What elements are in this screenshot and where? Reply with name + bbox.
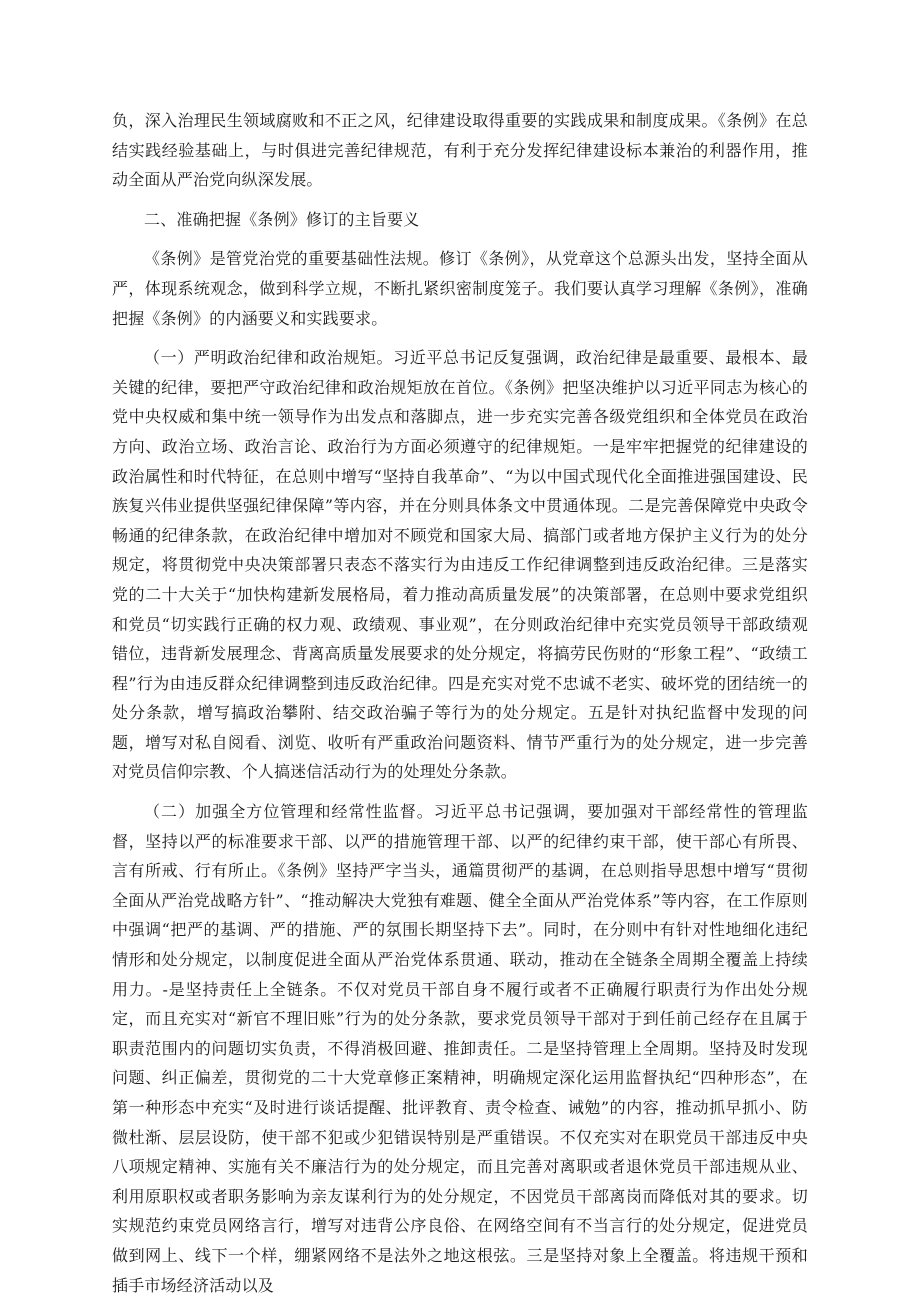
section-heading: 二、准确把握《条例》修订的主旨要义 — [144, 209, 420, 229]
paragraph-continuation: 负，深入治理民生领域腐败和不正之风，纪律建设取得重要的实践成果和制度成果。《条例》在总结实践经验基础上，与时俱进完善纪律规范，有利于充分发挥纪律建设标本兼治的利器作用，推动全面从严治党向纵深发展。 — [112, 111, 808, 190]
paragraph-intro: 《条例》是管党治党的重要基础性法规。修订《条例》，从党章这个总源头出发，坚持全面从严，体现系统观念，做到科学立规，不断扎紧织密制度笼子。我们要认真学习理解《条例》，准确把握《条例》的内涵要义和实践要求。 — [112, 249, 808, 328]
paragraph-supervision: （二）加强全方位管理和经常性监督。习近平总书记强调，要加强对干部经常性的管理监督，坚持以严的标准要求干部、以严的措施管理干部、以严的纪律约束干部，使干部心有所畏、言有所戒、行有所止。《条例》坚持严字当头，通篇贯彻严的基调，在总则指导思想中增写“贯彻全面从严治党战略方针”、“推动解决大党独有难题、健全全面从严治党体系”等内容，在工作原则中强调“把严的基调、严的措施、严的氛围长期坚持下去”。同时，在分则中有针对性地细化违纪情形和处分规定，以制度促进全面从严治党体系贯通、联动，推动在全链条全周期全覆盖上持续用力。-是坚持责任上全链条。不仅对党员干部自身不履行或者不正确履行职责行为作出处分规定，而且充实对“新官不理旧账”行为的处分条款，要求党员领导干部对于到任前己经存在且属于职责范围内的问题切实负责，不得消极回避、推卸责任。二是坚持管理上全周期。坚持及时发现问题、纠正偏差，贯彻党的二十大党章修正案精神，明确规定深化运用监督执纪“四种形态”，在第一种形态中充实“及时进行谈话提醒、批评教育、责令检查、诫勉”的内容，推动抓早抓小、防微杜渐、层层设防，使干部不犯或少犯错误特别是严重错误。不仅充实对在职党员干部违反中央八项规定精神、实施有关不廉洁行为的处分规定，而且完善对离职或者退休党员干部违规从业、利用原职权或者职务影响为亲友谋利行为的处分规定，不因党员干部离岗而降低对其的要求。切实规范约束党员网络言行，增写对违背公序良俗、在网络空间有不当言行的处分规定，促进党员做到网上、线下一个样，绷紧网络不是法外之地这根弦。三是坚持对象上全覆盖。将违规干预和插手市场经济活动以及 — [112, 802, 808, 1295]
paragraph-political-discipline: （一）严明政治纪律和政治规矩。习近平总书记反复强调，政治纪律是最重要、最根本、最关键的纪律，要把严守政治纪律和政治规矩放在首位。《条例》把坚决维护以习近平同志为核心的党中央权威和集中统一领导作为出发点和落脚点，进一步充实完善各级党组织和全体党员在政治方向、政治立场、政治言论、政治行为方面必须遵守的纪律规矩。一是牢牢把握党的纪律建设的政治属性和时代特征，在总则中增写“坚持自我革命”、“为以中国式现代化全面推进强国建设、民族复兴伟业提供坚强纪律保障”等内容，并在分则具体条文中贯通体现。二是完善保障党中央政令畅通的纪律条款，在政治纪律中增加对不顾党和国家大局、搞部门或者地方保护主义行为的处分规定，将贯彻党中央决策部署只表态不落实行为由违反工作纪律调整到违反政治纪律。三是落实党的二十大关于“加快构建新发展格局，着力推动高质量发展”的决策部署，在总则中要求党组织和党员“切实践行正确的权力观、政绩观、事业观”，在分则政治纪律中充实党员领导干部政绩观错位，违背新发展理念、背离高质量发展要求的处分规定，将搞劳民伤财的“形象工程”、“政绩工程”行为由违反群众纪律调整到违反政治纪律。四是充实对党不忠诚不老实、破坏党的团结统一的处分条款，增写搞政治攀附、结交政治骗子等行为的处分规定。五是针对执纪监督中发现的问题，增写对私自阅看、浏览、收听有严重政治问题资料、情节严重行为的处分规定，进一步完善对党员信仰宗教、个人搞迷信活动行为的处理处分条款。 — [112, 348, 808, 782]
document-page — [112, 106, 808, 1310]
